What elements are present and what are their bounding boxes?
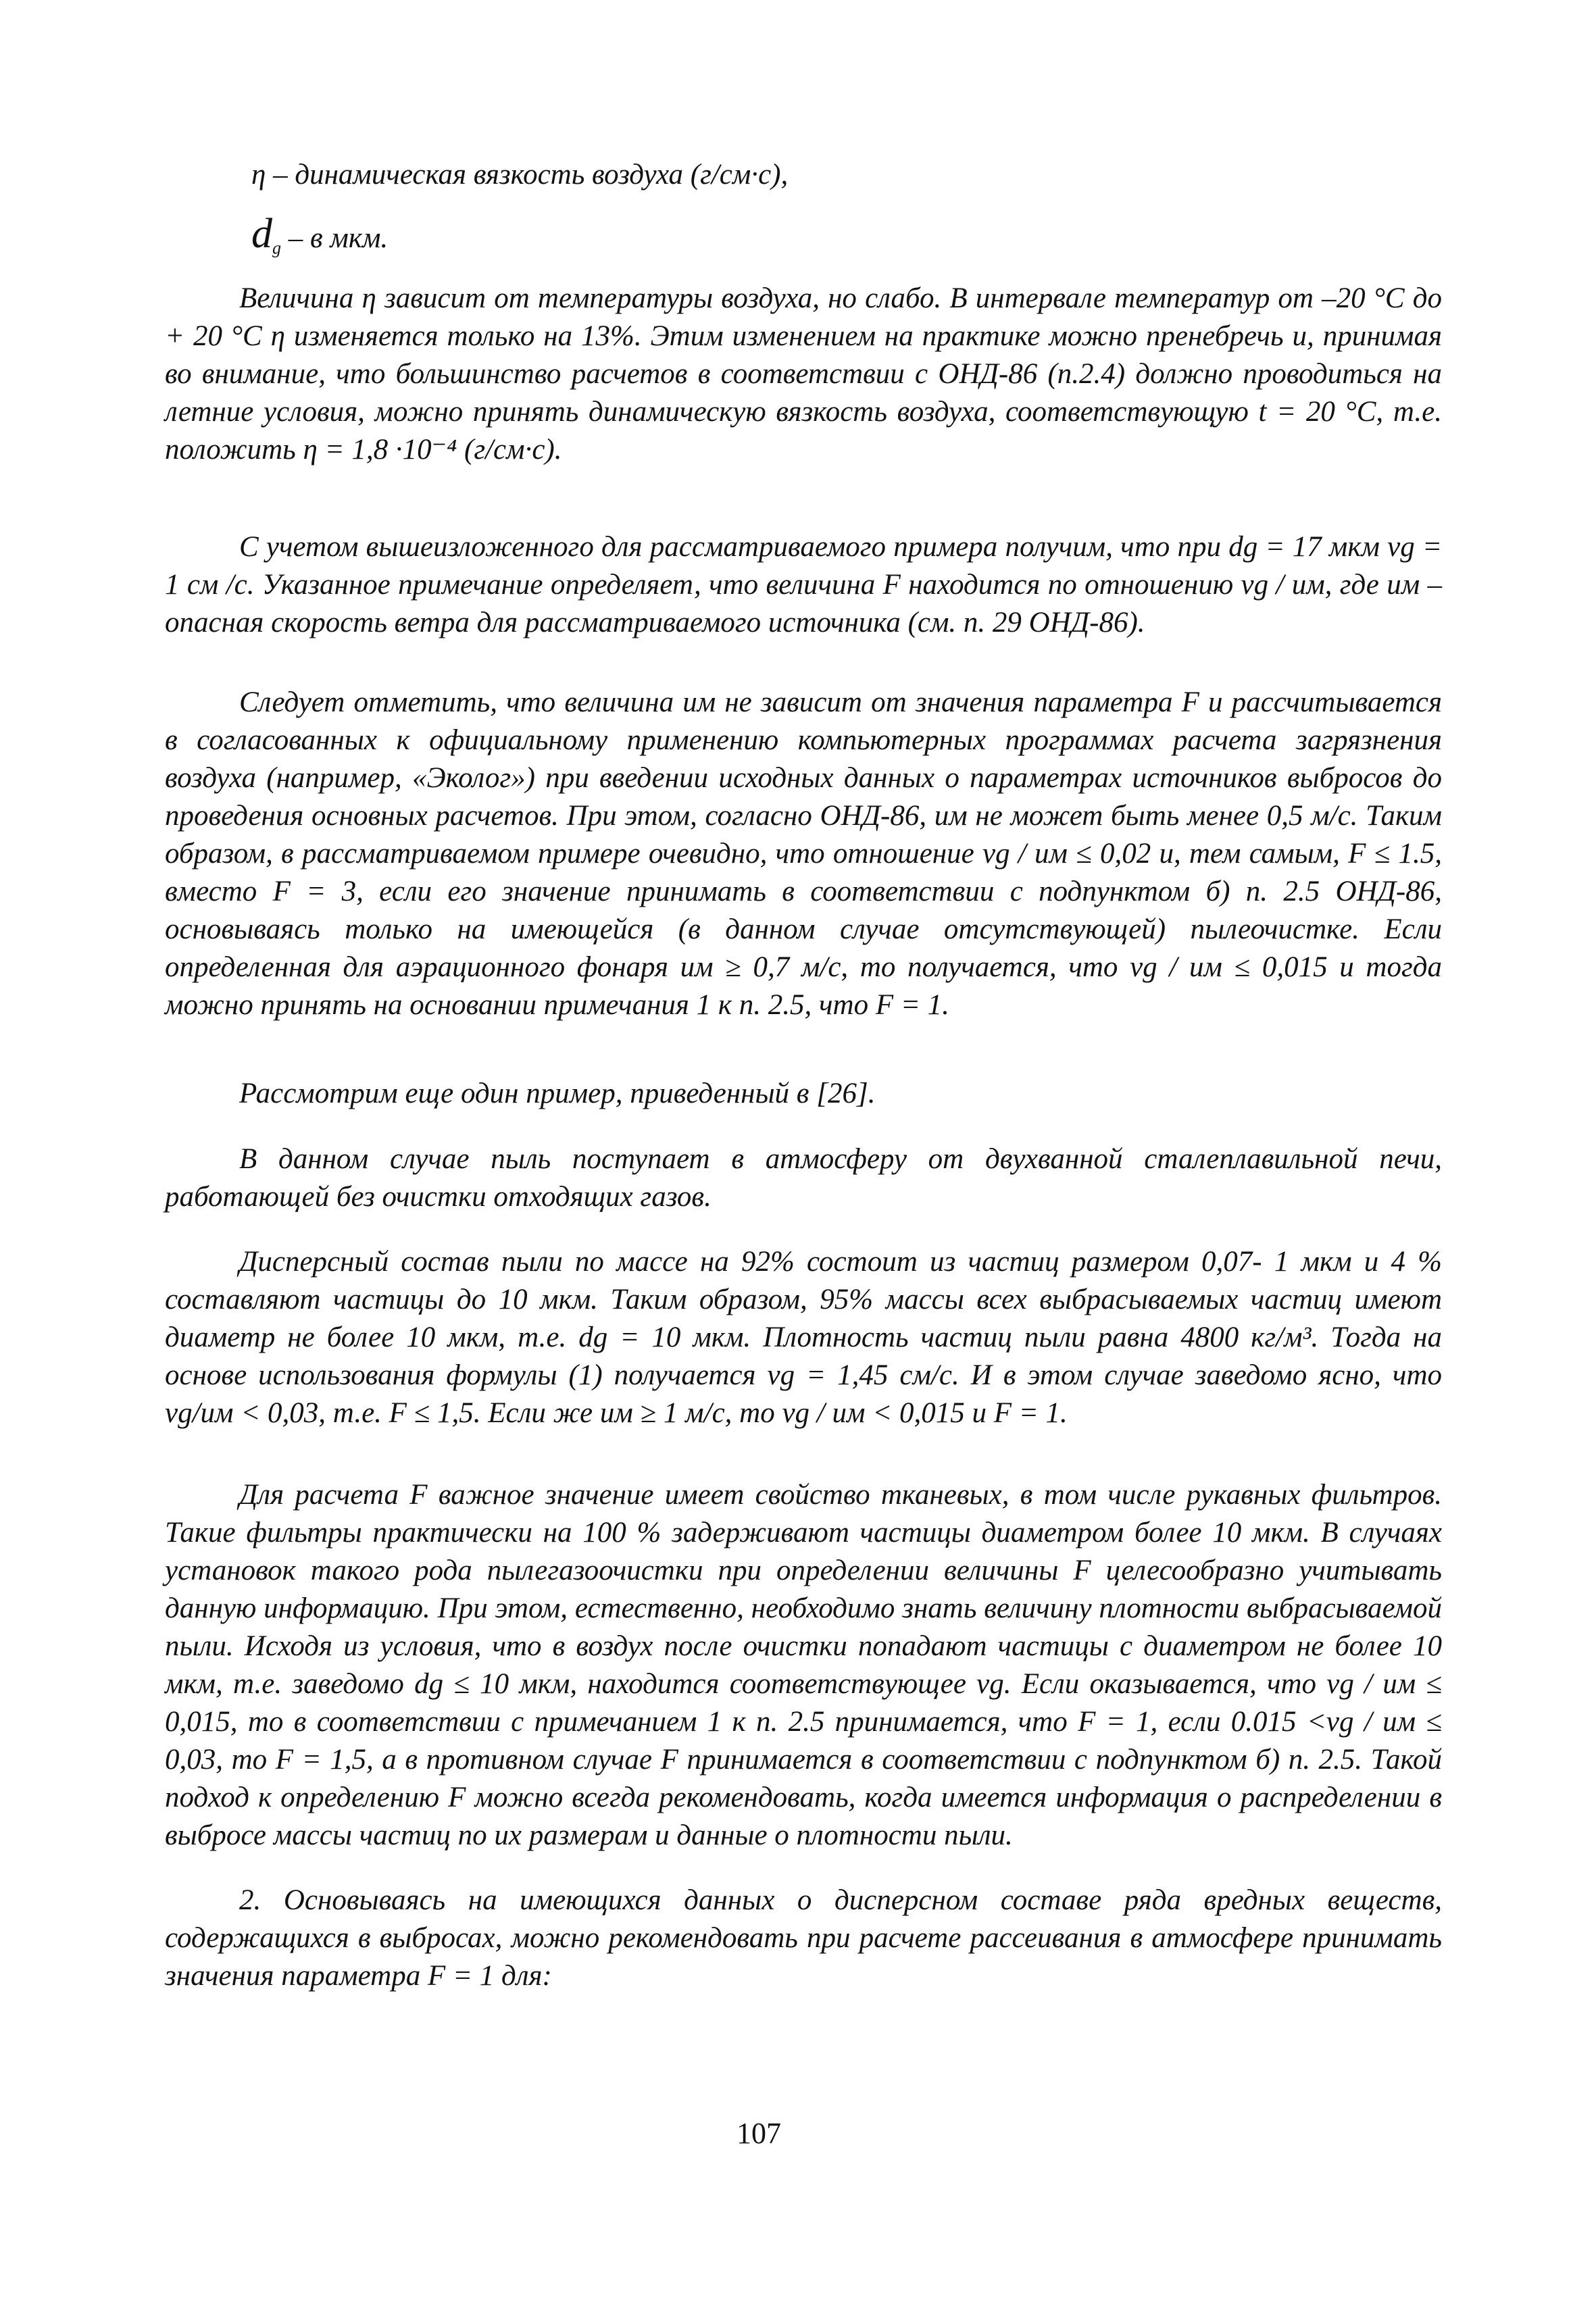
paragraph-furnace: В данном случае пыль поступает в атмосферу от двухванной сталеплавильной печи, работающей без очистки отходящих газов. (165, 1143, 1442, 1213)
dg-symbol: d (251, 211, 272, 257)
paragraph-dispersion: Дисперсный состав пыли по массе на 92% состоит из частиц размером 0,07- 1 мкм и 4 % составляют частицы до 10 мкм. Таким образом, 95% массы всех выбрасываемых частиц имеют диаметр не более 10 мкм, т.е. dg = 10 мкм. Плотность частиц пыли равна 4800 кг/м³. Тогда на основе использования формулы (1) получается vg = 1,45 см/с. И в этом случае заведомо ясно, что vg/uм < 0,03, т.е. F ≤ 1,5. Если же uм ≥ 1 м/с, то vg / uм < 0,015 и F = 1. (165, 1246, 1442, 1429)
paragraph-um-note: Следует отметить, что величина uм не зависит от значения параметра F и рассчитывается в согласованных к официальному применению компьютерных программах расчета загрязнения воздуха (например, «Эколог») при введении исходных данных о параметрах источников выбросов до проведения основных расчетов. При этом, согласно ОНД-86, uм не может быть менее 0,5 м/с. Таким образом, в рассматриваемом примере очевидно, что отношение vg / uм ≤ 0,02 и, тем самым, F ≤ 1.5, вместо F = 3, если его значение принимать в соответствии с подпунктом б) п. 2.5 ОНД-86, основываясь только на имеющейся (в данном случае отсутствующей) пылеочистке. Если определенная для аэрационного фонаря uм ≥ 0,7 м/с, то получается, что vg / uм ≤ 0,015 и тогда можно принять на основании примечания 1 к п. 2.5, что F = 1. (165, 686, 1442, 1021)
dg-definition-line (251, 211, 389, 268)
paragraph-example-result: С учетом вышеизложенного для рассматриваемого примера получим, что при dg = 17 мкм vg = 1 см /с. Указанное примечание определяет, что величина F находится по отношению vg / uм, где uм – опасная скорость ветра для рассматриваемого источника (см. п. 29 ОНД-86). (165, 531, 1442, 638)
page-number: 107 (737, 2117, 781, 2150)
paragraph-another-example: Рассмотрим еще один пример, приведенный в [26]. (239, 1078, 876, 1109)
dg-subscript: g (272, 238, 281, 258)
dg-unit-text: – в мкм. (288, 222, 389, 254)
paragraph-recommendation: 2. Основываясь на имеющихся данных о дисперсном составе ряда вредных веществ, содержащихся в выбросах, можно рекомендовать при расчете рассеивания в атмосфере принимать значения параметра F = 1 для: (165, 1884, 1442, 1992)
eta-definition-line: η – динамическая вязкость воздуха (г/см·с), (251, 159, 789, 191)
paragraph-filters: Для расчета F важное значение имеет свойство тканевых, в том числе рукавных фильтров. Такие фильтры практически на 100 % задерживают частицы диаметром более 10 мкм. В случаях установок такого рода пылегазоочистки при определении величины F целесообразно учитывать данную информацию. При этом, естественно, необходимо знать величину плотности выбрасываемой пыли. Исходя из условия, что в воздух после очистки попадают частицы с диаметром не более 10 мкм, т.е. заведомо dg ≤ 10 мкм, находится соответствующее vg. Если оказывается, что vg / uм ≤ 0,015, то в соответствии с примечанием 1 к п. 2.5 принимается, что F = 1, если 0.015 <vg / uм ≤ 0,03, то F = 1,5, а в противном случае F принимается в соответствии с подпунктом б) п. 2.5. Такой подход к определению F можно всегда рекомендовать, когда имеется информация о распределении в выбросе массы частиц по их размерам и данные о плотности пыли. (165, 1479, 1442, 1851)
paragraph-viscosity: Величина η зависит от температуры воздуха, но слабо. В интервале температур от –20 °C до + 20 °C η изменяется только на 13%. Этим изменением на практике можно пренебречь и, принимая во внимание, что большинство расчетов в соответствии с ОНД-86 (п.2.4) должно проводиться на летние условия, можно принять динамическую вязкость воздуха, соответствующую t = 20 °C, т.е. положить η = 1,8 ·10⁻⁴ (г/см·с). (165, 282, 1442, 466)
